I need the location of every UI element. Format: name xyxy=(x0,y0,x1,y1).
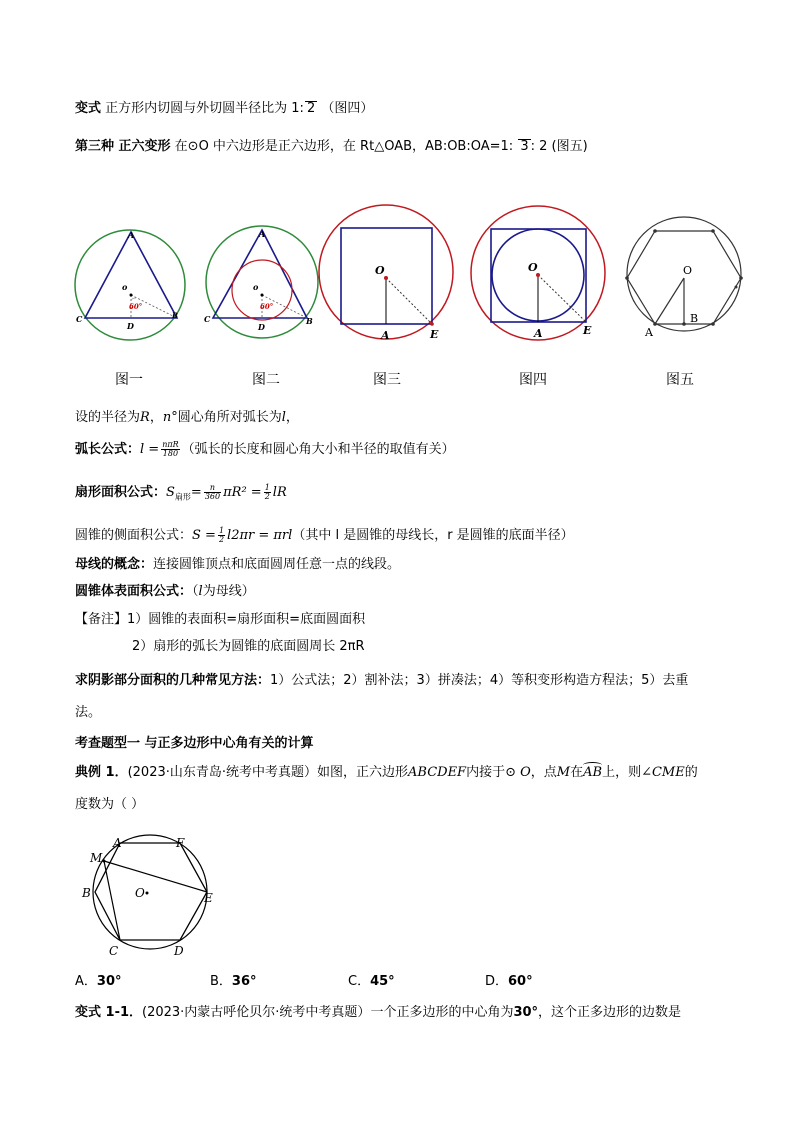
caption-fig5: 图五 xyxy=(666,372,694,388)
cone-den: 2 xyxy=(218,535,225,544)
option-B-key: B． xyxy=(210,974,232,989)
sector-sub: 扇形 xyxy=(174,492,191,502)
option-A[interactable] xyxy=(75,974,122,990)
hex-label-F: F xyxy=(176,836,185,850)
figure-1 xyxy=(75,230,185,340)
remark-label: 【备注】 xyxy=(75,612,128,627)
caption-fig4: 图四 xyxy=(519,372,547,388)
hex-label-M: M xyxy=(90,851,103,865)
fig2-label-C: C xyxy=(204,314,211,324)
fig1-label-B: B xyxy=(172,311,178,320)
hex-label-A: A xyxy=(113,836,122,850)
var-n: n xyxy=(162,410,172,425)
option-B[interactable] xyxy=(210,974,257,990)
var-R: R xyxy=(140,410,150,425)
variant-1-1-source: (2023·内蒙古呼伦贝尔·统考中考真题） xyxy=(142,1005,371,1020)
cone-lhs: S = xyxy=(192,528,216,543)
option-C-key: C． xyxy=(348,974,371,989)
sector-frac2 xyxy=(264,484,271,501)
arc-label: 弧长公式： xyxy=(75,442,141,457)
sector-frac1 xyxy=(204,484,221,501)
shading-label: 求阴影部分面积的几种常见方法： xyxy=(75,673,271,688)
cone-surface-line xyxy=(75,584,255,600)
shading-cont: 法。 xyxy=(75,705,102,720)
example-text-a: 如图，正六边形 xyxy=(317,765,409,780)
cone-lateral-label: 圆锥的侧面积公式： xyxy=(75,528,193,543)
fig1-label-D: D xyxy=(127,321,134,331)
option-C-value: 45° xyxy=(370,974,395,989)
fig3-label-O: O xyxy=(375,264,385,277)
figures-row xyxy=(0,195,794,345)
example-circle: ⊙ O xyxy=(505,765,531,780)
fig2-label-B: B xyxy=(306,316,313,326)
remark-line-1 xyxy=(75,612,365,628)
option-A-value: 30° xyxy=(96,974,122,989)
type3-line xyxy=(75,139,588,155)
fig2-label-o: o xyxy=(253,282,259,292)
type3-label: 第三种 正六变形 xyxy=(75,139,171,154)
hex-label-C: C xyxy=(109,944,119,958)
shading-line xyxy=(75,673,688,689)
caption-fig1: 图一 xyxy=(115,372,143,388)
example-angle: ∠CME xyxy=(641,765,685,780)
cone-surface-l: l xyxy=(198,584,203,599)
radius-line xyxy=(75,410,299,426)
fig5-label-O: O xyxy=(683,264,693,277)
variant-1-1 xyxy=(75,1005,681,1021)
hex-label-E: E xyxy=(204,891,213,905)
cone-lateral xyxy=(75,527,574,544)
cone-mid: l2πr = πrl xyxy=(227,528,293,543)
example-text-c: ，点 xyxy=(530,765,557,780)
example-text-e: 上，则 xyxy=(602,765,642,780)
example-source: (2023·山东青岛·统考中考真题） xyxy=(127,765,317,780)
figure-4 xyxy=(471,206,605,340)
remark-item-2: 2）扇形的弧长为圆锥的底面圆周长 2πR xyxy=(132,639,365,654)
generatrix-text: 连接圆锥顶点和底面圆周任意一点的线段。 xyxy=(153,557,401,572)
fig1-label-o: o xyxy=(122,282,128,292)
fig1-angle: 60° xyxy=(129,302,143,311)
figure-2 xyxy=(204,226,318,338)
caption-fig3: 图三 xyxy=(373,372,401,388)
sector-num1: n xyxy=(204,484,221,493)
fig2-label-A: A xyxy=(259,229,266,239)
sector-num2: 1 xyxy=(264,483,270,492)
type3-text-a: 在⊙O 中六边形是正六边形，在 Rt△OAB，AB:OB:OA=1: xyxy=(174,139,514,154)
sqrt-2: 2 xyxy=(306,101,316,116)
var-l: l xyxy=(281,410,286,425)
variant-1-1-value: 30° xyxy=(513,1005,539,1020)
sector-S: S xyxy=(166,485,175,500)
sqrt-3: 3 xyxy=(520,139,529,154)
variant-1-1-text-a: 一个正多边形的中心角为 xyxy=(370,1005,514,1020)
arc-lhs: l = xyxy=(140,442,160,457)
example-poly: ABCDEF xyxy=(408,765,467,780)
fig3-label-A: A xyxy=(381,329,390,342)
option-D-key: D． xyxy=(485,974,509,989)
fig1-label-C: C xyxy=(76,314,83,324)
cone-num: 1 xyxy=(218,526,225,535)
fig2-label-D: D xyxy=(258,322,265,332)
generatrix-label: 母线的概念： xyxy=(75,557,154,572)
variant-text: 正方形内切圆与外切圆半径比为 1: xyxy=(105,101,304,116)
fig4-label-O: O xyxy=(528,261,538,274)
option-C[interactable] xyxy=(348,974,395,990)
fig3-label-E: E xyxy=(430,328,439,341)
fig4-label-E: E xyxy=(583,324,592,337)
sector-den1: 360 xyxy=(204,492,221,501)
generatrix-line xyxy=(75,557,400,573)
fig1-label-A: A xyxy=(128,230,135,240)
option-A-key: A． xyxy=(75,974,97,989)
option-D[interactable] xyxy=(485,974,533,990)
variant-1-1-label: 变式 1-1． xyxy=(75,1005,143,1020)
arc-fraction xyxy=(161,441,179,458)
variant-label: 变式 xyxy=(75,101,102,116)
sector-eq: = xyxy=(190,485,202,500)
fig5-label-B: B xyxy=(690,312,699,325)
hex-label-O: O xyxy=(135,886,145,900)
example-arc: AB xyxy=(583,765,603,780)
hexagon-figure xyxy=(0,830,260,960)
hex-label-B: B xyxy=(82,886,91,900)
hex-label-D: D xyxy=(174,944,184,958)
cone-surface-open: （ xyxy=(192,584,199,599)
figure-3 xyxy=(319,205,453,342)
cone-frac xyxy=(218,527,225,544)
variant-1-1-text-b: ，这个正多边形的边数是 xyxy=(538,1005,682,1020)
sector-end: lR xyxy=(272,485,287,500)
option-D-value: 60° xyxy=(508,974,533,989)
remark-item-1: 1）圆锥的表面积=扇形面积=底面圆面积 xyxy=(127,612,366,627)
arc-den: 180 xyxy=(162,449,179,458)
radius-text-b: °圆心角所对弧长为 xyxy=(171,410,282,425)
sector-mid: πR² = xyxy=(223,485,262,500)
sector-den2: 2 xyxy=(264,492,270,501)
example-text-b: 内接于 xyxy=(466,765,506,780)
variant-note: （图四） xyxy=(321,101,374,116)
option-B-value: 36° xyxy=(231,974,257,989)
radius-text-a: 设的半径为 xyxy=(75,410,141,425)
arc-formula xyxy=(75,441,455,458)
fig2-angle: 60° xyxy=(260,302,274,311)
shading-text: 1）公式法；2）割补法；3）拼凑法；4）等积变形构造方程法；5）去重 xyxy=(270,673,689,688)
sector-formula xyxy=(75,484,287,502)
sector-label: 扇形面积公式： xyxy=(75,485,167,500)
cone-note: （其中 l 是圆锥的母线长，r 是圆锥的底面半径） xyxy=(292,528,574,543)
example-M: M xyxy=(556,765,571,780)
variant-line xyxy=(75,101,373,117)
arc-note: （弧长的长度和圆心角大小和半径的取值有关） xyxy=(181,442,455,457)
section-title: 考查题型一 与正多边形中心角有关的计算 xyxy=(75,736,314,751)
type3-text-b: : 2 (图五) xyxy=(530,139,588,154)
radius-end: ， xyxy=(285,410,299,425)
fig5-label-A: A xyxy=(645,326,653,339)
arc-num: nπR xyxy=(162,440,179,449)
example-label: 典例 1． xyxy=(75,765,128,780)
radius-comma: ， xyxy=(149,410,163,425)
example-text-d: 在 xyxy=(570,765,584,780)
example-line-1 xyxy=(75,765,698,781)
example-text-f: 的 xyxy=(684,765,698,780)
cone-surface-label: 圆锥体表面积公式： xyxy=(75,584,193,599)
figure-5 xyxy=(625,217,743,339)
cone-surface-close: 为母线） xyxy=(202,584,255,599)
caption-fig2: 图二 xyxy=(252,372,280,388)
fig4-label-A: A xyxy=(534,327,543,340)
example-line-2: 度数为（ ） xyxy=(75,797,145,812)
